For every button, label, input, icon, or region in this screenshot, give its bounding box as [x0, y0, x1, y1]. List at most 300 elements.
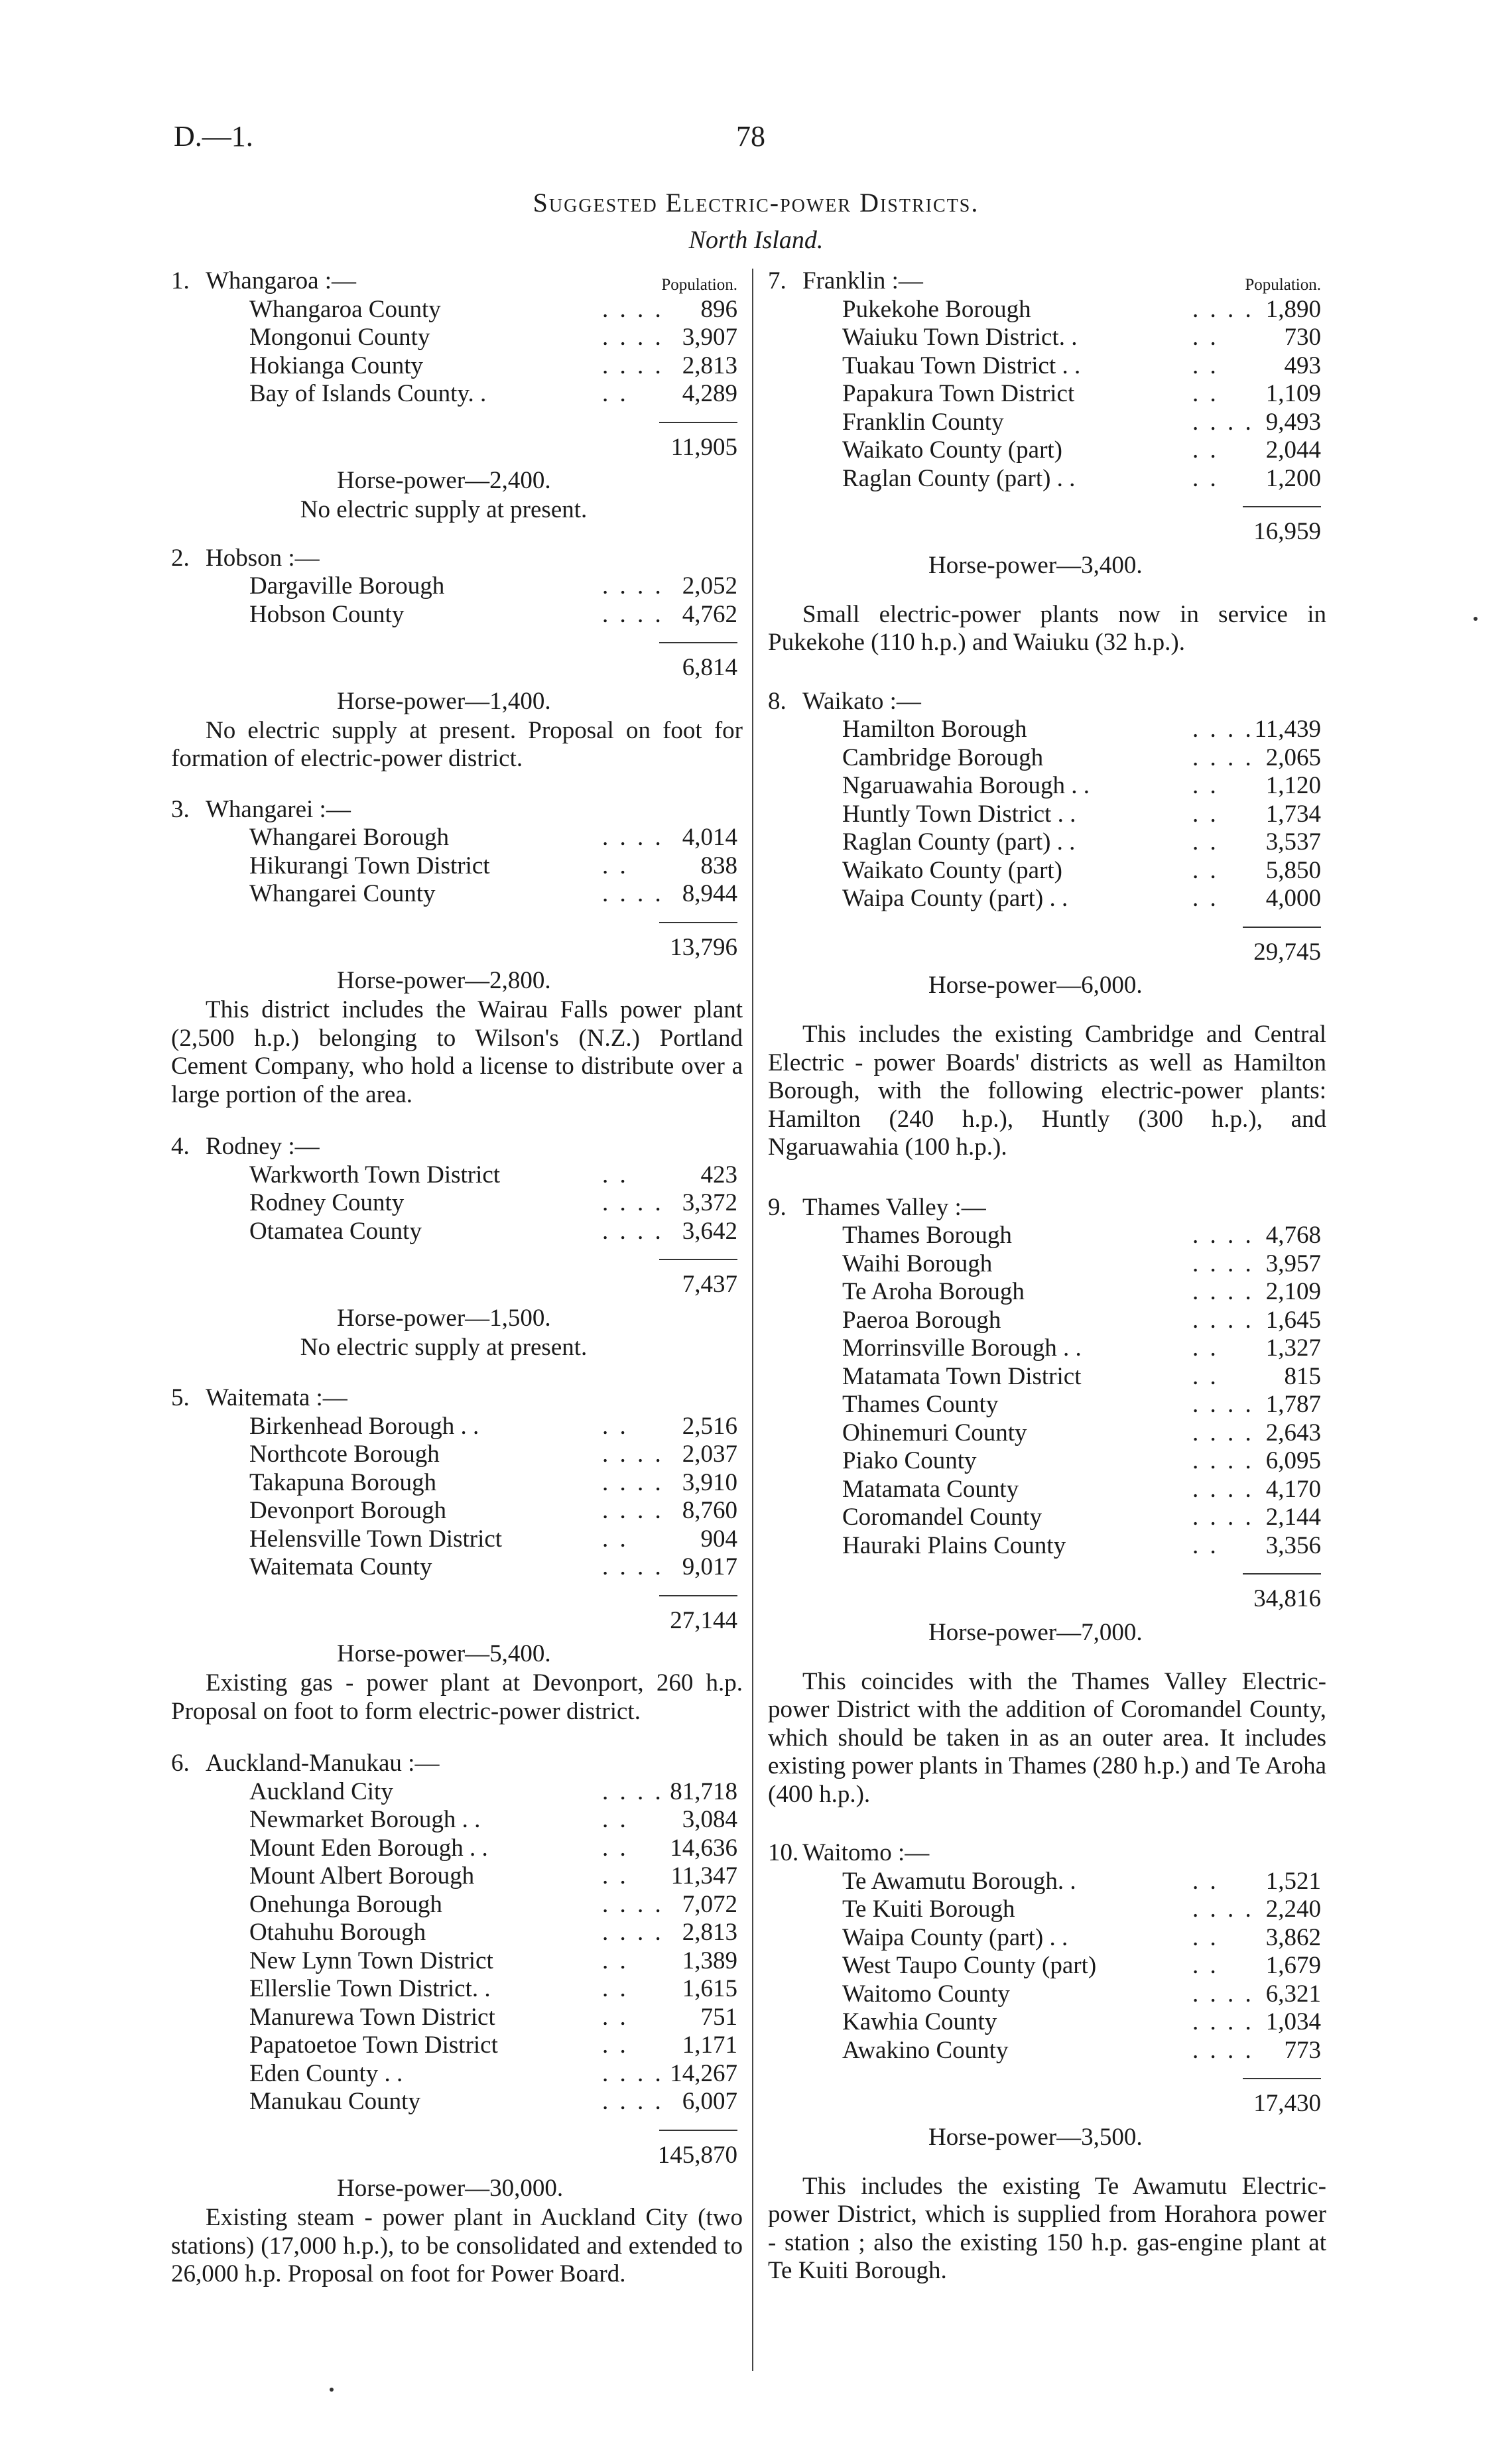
population-total [768, 1585, 1326, 1614]
population-value: 11,439 [1254, 716, 1321, 743]
leader-dots: . . . . [602, 1919, 664, 1946]
population-value: 1,389 [682, 1947, 737, 1974]
leader-dots: . . . . [1192, 1306, 1254, 1334]
population-value: 6,095 [1265, 1447, 1321, 1474]
district-section [171, 1133, 743, 1362]
leader-dots: . . . . [1192, 1391, 1254, 1418]
district-name: Thames Valley :— [802, 1193, 986, 1221]
area-name: Pukekohe Borough [842, 295, 1031, 323]
district-note: This coincides with the Thames Valley Electric-power District with the addition of Coromandel County, which should be taken in as an outer area. It includes existing power plants in Thames (280 h.p.) and Te Aroha (400 h.p.). [768, 1667, 1326, 1808]
leader-dots: . . . . [1192, 1475, 1254, 1503]
population-value: 3,957 [1265, 1250, 1321, 1277]
district-section [768, 267, 1326, 657]
population-value: 8,760 [682, 1497, 737, 1524]
area-name: Mount Albert Borough [249, 1862, 475, 1890]
district-note: This includes the existing Cambridge and Central Electric - power Boards' districts as well as Hamilton Borough, with the following electric-power plants: Hamilton (240 h.p.), Huntly (300 h.p.), and Ngaruawahia (100 h.p.). [768, 1021, 1326, 1161]
population-value: 11,347 [670, 1862, 737, 1890]
page-subtitle: North Island. [688, 226, 824, 254]
population-value: 2,516 [682, 1412, 737, 1440]
total-rule [171, 409, 743, 434]
population-value: 2,044 [1265, 436, 1321, 464]
area-name: Waihi Borough [842, 1250, 993, 1277]
leader-dots: . . [1192, 828, 1219, 856]
population-value: 1,171 [682, 2031, 737, 2059]
leader-dots: . . [1192, 1952, 1219, 1979]
population-value: 14,636 [670, 1834, 737, 1862]
population-value: 14,267 [670, 2059, 737, 2087]
area-name: Papakura Town District [842, 380, 1075, 407]
area-name: Devonport Borough [249, 1497, 446, 1524]
area-name: Cambridge Borough [842, 743, 1044, 771]
population-row [171, 824, 743, 852]
population-value: 773 [1284, 2036, 1321, 2064]
population-value: 2,144 [1265, 1504, 1321, 1531]
population-row [171, 324, 743, 352]
population-row [768, 1896, 1326, 1924]
population-row [768, 1924, 1326, 1953]
population-row [768, 801, 1326, 829]
leader-dots: . . . . [602, 1441, 664, 1468]
area-name: Manurewa Town District [249, 2003, 495, 2031]
left-column [171, 267, 743, 2289]
leader-dots: . . [1192, 1362, 1219, 1390]
area-name: Waikato County (part) [842, 856, 1062, 884]
population-value: 1,615 [682, 1975, 737, 2002]
population-row [171, 1189, 743, 1218]
district-note: No electric supply at present. [300, 1333, 588, 1361]
population-value: 1,787 [1265, 1391, 1321, 1418]
total-rule [768, 913, 1326, 938]
leader-dots: . . . . [602, 1468, 664, 1496]
area-name: Northcote Borough [249, 1441, 440, 1468]
area-name: Paeroa Borough [842, 1306, 1001, 1334]
area-name: Kawhia County [842, 2008, 997, 2035]
population-row [768, 380, 1326, 409]
population-row [171, 572, 743, 601]
population-value: 3,910 [682, 1468, 737, 1496]
population-value: 2,813 [682, 1919, 737, 1946]
population-row [171, 601, 743, 629]
area-name: Papatoetoe Town District [249, 2031, 498, 2059]
district-heading [768, 1839, 1326, 1868]
area-name: Mongonui County [249, 324, 430, 351]
population-row [171, 1497, 743, 1525]
horse-power-line [768, 552, 1326, 581]
area-name: Mount Eden Borough . . [249, 1834, 488, 1862]
district-section [171, 545, 743, 773]
horse-power-line [171, 467, 743, 496]
margin-speck [330, 2388, 334, 2392]
population-value: 4,014 [682, 824, 737, 851]
horse-power-text: Horse-power—3,400. [928, 551, 1143, 579]
population-total [171, 654, 743, 682]
population-value: 1,034 [1265, 2008, 1321, 2035]
margin-speck [1474, 617, 1478, 621]
area-name: Otahuhu Borough [249, 1919, 426, 1946]
horse-power-text: Horse-power—2,400. [337, 467, 551, 494]
area-name: Birkenhead Borough . . [249, 1412, 479, 1440]
horse-power-line [768, 1619, 1326, 1648]
district-section [171, 796, 743, 1110]
horse-power-text: Horse-power—3,500. [928, 2123, 1143, 2151]
leader-dots: . . [1192, 324, 1219, 351]
population-value: 838 [700, 852, 737, 879]
leader-dots: . . [1192, 380, 1219, 407]
population-row [768, 352, 1326, 381]
population-value: 730 [1284, 324, 1321, 351]
leader-dots: . . [1192, 1531, 1219, 1559]
area-name: Otamatea County [249, 1217, 422, 1245]
population-total [768, 938, 1326, 967]
population-row [768, 828, 1326, 857]
population-value: 1,327 [1265, 1334, 1321, 1362]
horse-power-text: Horse-power—2,800. [337, 967, 551, 994]
page-number: 78 [736, 120, 765, 153]
area-name: Waitemata County [249, 1553, 432, 1580]
population-value: 1,109 [1265, 380, 1321, 407]
area-name: Ohinemuri County [842, 1419, 1027, 1447]
district-number: 10. [768, 1839, 799, 1866]
leader-dots: . . [602, 1161, 629, 1189]
population-row [171, 352, 743, 381]
population-value: 2,813 [682, 352, 737, 379]
population-value: 493 [1284, 352, 1321, 379]
population-total-value: 16,959 [1253, 518, 1321, 545]
area-name: Franklin County [842, 408, 1004, 436]
population-value: 2,037 [682, 1441, 737, 1468]
district-number: 8. [768, 687, 787, 715]
population-total-value: 11,905 [670, 433, 737, 461]
area-name: Thames County [842, 1391, 999, 1418]
area-name: Eden County . . [249, 2059, 403, 2087]
population-value: 751 [700, 2003, 737, 2031]
population-value: 2,109 [1265, 1278, 1321, 1305]
area-name: Waikato County (part) [842, 436, 1062, 464]
total-rule [171, 1582, 743, 1607]
population-row [768, 1952, 1326, 1980]
area-name: Auckland City [249, 1777, 393, 1805]
district-heading [768, 688, 1326, 716]
district-number: 2. [171, 544, 190, 572]
area-name: Hobson County [249, 600, 405, 628]
population-row [171, 296, 743, 324]
leader-dots: . . . . [602, 324, 664, 351]
population-row [171, 1806, 743, 1834]
area-name: Dargaville Borough [249, 572, 445, 600]
population-row [171, 1975, 743, 2004]
population-row [768, 1532, 1326, 1561]
leader-dots: . . . . [602, 2059, 664, 2087]
population-row [768, 1504, 1326, 1532]
horse-power-line [768, 972, 1326, 1001]
district-note: Existing steam - power plant in Auckland City (two stations) (17,000 h.p.), to be consolidated and extended to 26,000 h.p. Proposal on foot for Power Board. [171, 2204, 743, 2287]
population-row [171, 1218, 743, 1246]
population-row [768, 772, 1326, 801]
area-name: Whangarei Borough [249, 824, 450, 851]
leader-dots: . . [602, 1947, 629, 1974]
page-title [0, 187, 1512, 218]
population-row [768, 1250, 1326, 1279]
population-total-value: 29,745 [1253, 938, 1321, 966]
population-total [171, 934, 743, 962]
area-name: Matamata County [842, 1475, 1019, 1503]
district-section [768, 1839, 1326, 2285]
area-name: Coromandel County [842, 1504, 1042, 1531]
population-value: 9,017 [682, 1553, 737, 1580]
leader-dots: . . . . [1192, 1504, 1254, 1531]
population-row [768, 1980, 1326, 2009]
district-name: Waitemata :— [206, 1384, 347, 1411]
population-total [171, 1271, 743, 1299]
district-name: Waikato :— [802, 687, 921, 715]
district-name: Rodney :— [206, 1133, 320, 1160]
population-row [768, 1391, 1326, 1419]
district-heading [768, 1194, 1326, 1222]
population-column-label: Population. [661, 276, 737, 294]
area-name: Ellerslie Town District. . [249, 1975, 491, 2002]
population-row [768, 465, 1326, 493]
district-name: Hobson :— [206, 544, 320, 572]
area-name: Morrinsville Borough . . [842, 1334, 1082, 1362]
leader-dots: . . . . [602, 295, 664, 323]
leader-dots: . . . . [602, 572, 664, 600]
leader-dots: . . [602, 1412, 629, 1440]
population-total-value: 7,437 [682, 1271, 737, 1298]
area-name: Ngaruawahia Borough . . [842, 772, 1090, 799]
population-value: 4,000 [1265, 885, 1321, 912]
population-value: 4,762 [682, 600, 737, 628]
population-value: 1,734 [1265, 800, 1321, 828]
population-row [768, 857, 1326, 885]
leader-dots: . . [602, 1806, 629, 1833]
population-value: 815 [1284, 1362, 1321, 1390]
right-column [768, 267, 1326, 2285]
leader-dots: . . . . [1192, 716, 1254, 743]
population-value: 896 [700, 295, 737, 323]
population-total-value: 27,144 [670, 1606, 737, 1634]
leader-dots: . . . . [602, 2088, 664, 2115]
leader-dots: . . . . [1192, 2036, 1254, 2064]
district-name: Franklin :— [802, 267, 923, 294]
population-row [768, 1334, 1326, 1363]
population-value: 3,372 [682, 1189, 737, 1216]
population-value: 2,240 [1265, 1896, 1321, 1923]
page-title-text: Suggested Electric-power Districts. [533, 188, 979, 218]
population-value: 3,907 [682, 324, 737, 351]
leader-dots: . . . . [1192, 408, 1254, 436]
area-name: Thames Borough [842, 1222, 1012, 1249]
population-value: 9,493 [1265, 408, 1321, 436]
population-row [171, 1778, 743, 1807]
leader-dots: . . [1192, 856, 1219, 884]
population-value: 3,084 [682, 1806, 737, 1833]
population-row [768, 436, 1326, 465]
area-name: Waipa County (part) . . [842, 1923, 1068, 1951]
leader-dots: . . . . [602, 1217, 664, 1245]
population-value: 2,065 [1265, 743, 1321, 771]
population-total [768, 518, 1326, 547]
area-name: Manukau County [249, 2088, 420, 2115]
leader-dots: . . [602, 2003, 629, 2031]
population-row [171, 880, 743, 909]
population-value: 81,718 [670, 1777, 737, 1805]
population-total [171, 2142, 743, 2170]
population-row [171, 1947, 743, 1976]
leader-dots: . . . . [602, 1189, 664, 1216]
total-rule [768, 1560, 1326, 1585]
population-total [171, 1607, 743, 1636]
district-name: Auckland-Manukau :— [206, 1750, 440, 1777]
area-name: Te Awamutu Borough. . [842, 1867, 1076, 1895]
population-value: 4,170 [1265, 1475, 1321, 1503]
leader-dots: . . [602, 2031, 629, 2059]
population-value: 1,890 [1265, 295, 1321, 323]
leader-dots: . . [1192, 464, 1219, 492]
leader-dots: . . . . [1192, 1980, 1254, 2008]
area-name: Waipa County (part) . . [842, 885, 1068, 912]
population-row [171, 1441, 743, 1469]
district-note: Small electric-power plants now in service in Pukekohe (110 h.p.) and Waiuku (32 h.p.). [768, 600, 1326, 656]
leader-dots: . . [1192, 772, 1219, 799]
district-section [768, 688, 1326, 1162]
leader-dots: . . [1192, 1867, 1219, 1895]
horse-power-line [171, 967, 743, 996]
population-row [768, 744, 1326, 773]
population-total-value: 145,870 [657, 2141, 737, 2169]
population-row [171, 1891, 743, 1919]
population-row [768, 296, 1326, 324]
leader-dots: . . . . [602, 1497, 664, 1524]
total-rule [171, 629, 743, 654]
leader-dots: . . [1192, 436, 1219, 464]
area-name: New Lynn Town District [249, 1947, 493, 1974]
district-number: 9. [768, 1193, 787, 1221]
population-total [171, 434, 743, 462]
district-number: 1. [171, 267, 190, 294]
leader-dots: . . [1192, 1923, 1219, 1951]
population-value: 6,321 [1265, 1980, 1321, 2008]
area-name: West Taupo County (part) [842, 1952, 1097, 1979]
population-value: 1,521 [1265, 1867, 1321, 1895]
horse-power-line [171, 1305, 743, 1334]
population-row [171, 2088, 743, 2116]
area-name: Newmarket Borough . . [249, 1806, 481, 1833]
district-section [171, 267, 743, 525]
population-row [768, 1278, 1326, 1307]
area-name: Awakino County [842, 2036, 1009, 2064]
population-row [171, 1919, 743, 1947]
population-value: 4,289 [682, 380, 737, 407]
population-value: 3,537 [1265, 828, 1321, 856]
population-total-value: 34,816 [1253, 1585, 1321, 1612]
population-column-label: Population. [1245, 276, 1321, 294]
population-row [768, 409, 1326, 437]
horse-power-text: Horse-power—5,400. [337, 1640, 551, 1667]
area-name: Te Aroha Borough [842, 1278, 1025, 1305]
area-name: Waiuku Town District. . [842, 324, 1078, 351]
district-heading [171, 1384, 743, 1413]
population-row [171, 2031, 743, 2060]
population-value: 3,642 [682, 1217, 737, 1245]
district-note: This includes the existing Te Awamutu Electric-power District, which is supplied from Horahora power - station ; also the existing 150 h.p. gas-engine plant at Te Kuiti Borough. [768, 2172, 1326, 2284]
leader-dots: . . . . [602, 880, 664, 907]
population-row [768, 1307, 1326, 1335]
area-name: Onehunga Borough [249, 1890, 442, 1918]
leader-dots: . . . . [1192, 743, 1254, 771]
population-row [768, 1447, 1326, 1476]
population-value: 6,007 [682, 2088, 737, 2115]
leader-dots: . . . . [1192, 1896, 1254, 1923]
district-note: This district includes the Wairau Falls power plant (2,500 h.p.) belonging to Wilson's (N.Z.) Portland Cement Company, who hold a license to distribute over a large portion of the area. [171, 996, 743, 1108]
population-total-value: 13,796 [670, 933, 737, 961]
district-heading [768, 267, 1326, 296]
population-row [768, 1868, 1326, 1896]
area-name: Helensville Town District [249, 1525, 503, 1553]
leader-dots: . . . . [1192, 1250, 1254, 1277]
area-name: Piako County [842, 1447, 977, 1474]
population-row [171, 852, 743, 881]
population-row [171, 1469, 743, 1498]
population-value: 3,356 [1265, 1531, 1321, 1559]
total-rule [171, 909, 743, 934]
leader-dots: . . . . [1192, 2008, 1254, 2035]
district-heading [171, 1750, 743, 1778]
population-value: 4,768 [1265, 1222, 1321, 1249]
district-name: Waitomo :— [802, 1839, 930, 1866]
population-row [171, 1525, 743, 1554]
population-row [768, 1419, 1326, 1448]
horse-power-text: Horse-power—7,000. [928, 1618, 1143, 1646]
population-row [768, 1222, 1326, 1250]
leader-dots: . . [602, 1862, 629, 1890]
total-rule [768, 493, 1326, 518]
horse-power-line [171, 688, 743, 717]
leader-dots: . . [602, 1525, 629, 1553]
district-heading [171, 267, 743, 296]
leader-dots: . . . . [1192, 1278, 1254, 1305]
population-row [768, 324, 1326, 352]
district-number: 6. [171, 1750, 190, 1777]
leader-dots: . . . . [1192, 295, 1254, 323]
population-total-value: 17,430 [1253, 2090, 1321, 2117]
area-name: Raglan County (part) . . [842, 464, 1076, 492]
population-value: 2,052 [682, 572, 737, 600]
population-row [171, 1161, 743, 1190]
population-row [171, 1834, 743, 1863]
population-total-value: 6,814 [682, 654, 737, 681]
population-value: 1,200 [1265, 464, 1321, 492]
area-name: Matamata Town District [842, 1362, 1082, 1390]
horse-power-text: Horse-power—30,000. [337, 2175, 564, 2202]
horse-power-line [171, 2175, 743, 2204]
district-number: 7. [768, 267, 787, 294]
area-name: Huntly Town District . . [842, 800, 1076, 828]
horse-power-text: Horse-power—6,000. [928, 972, 1143, 999]
population-row [768, 2037, 1326, 2065]
area-name: Hauraki Plains County [842, 1531, 1066, 1559]
district-note: Existing gas - power plant at Devonport, 260 h.p. Proposal on foot to form electric-power district. [171, 1669, 743, 1725]
population-row [171, 1553, 743, 1582]
district-heading [171, 796, 743, 824]
leader-dots: . . . . [602, 600, 664, 628]
area-name: Bay of Islands County. . [249, 380, 487, 407]
area-name: Whangarei County [249, 880, 436, 907]
leader-dots: . . . . [1192, 1447, 1254, 1474]
district-heading [171, 545, 743, 573]
district-heading [171, 1133, 743, 1161]
leader-dots: . . . . [602, 824, 664, 851]
leader-dots: . . [1192, 352, 1219, 379]
